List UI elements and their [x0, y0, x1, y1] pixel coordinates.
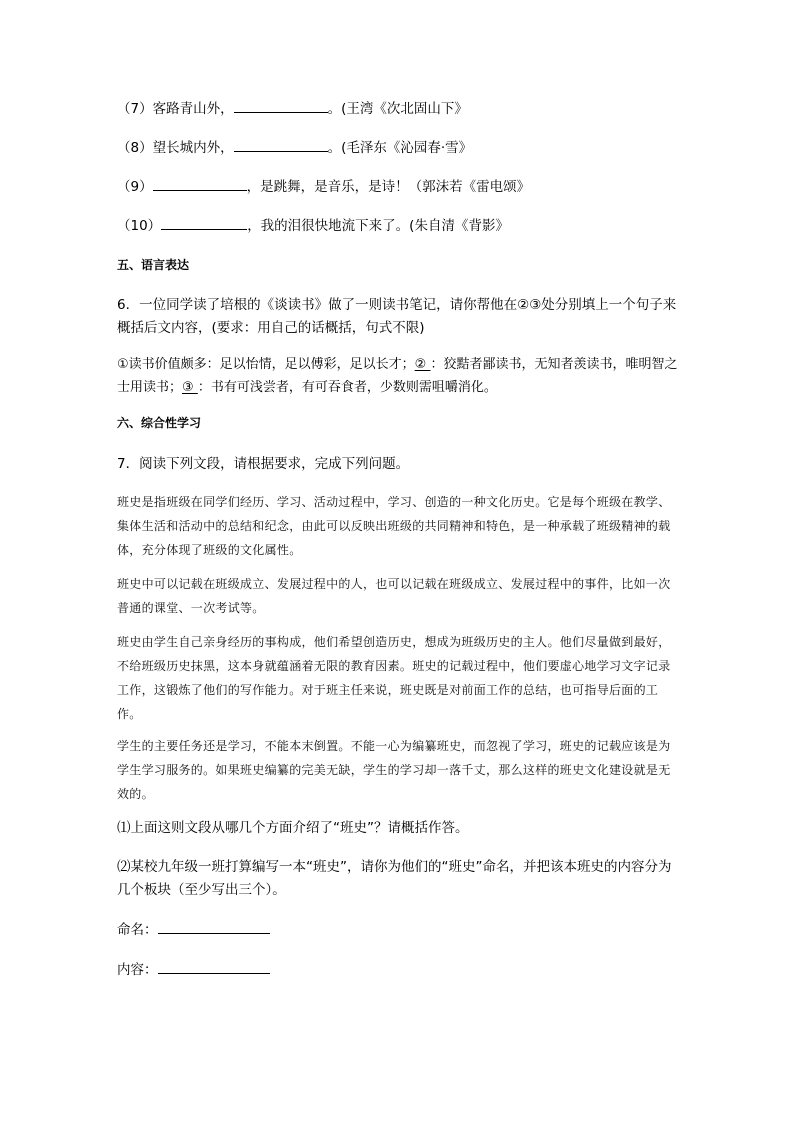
- answer-blank[interactable]: [161, 214, 247, 230]
- question-7-intro: 7．阅读下列文段，请根据要求，完成下列问题。: [117, 456, 410, 472]
- note-blank-3[interactable]: ③: [182, 380, 198, 395]
- sub-question-1: ⑴上面这则文段从哪几个方面介绍了“班史”？请概括作答。: [117, 820, 469, 836]
- note-blank-2[interactable]: ②: [414, 357, 431, 372]
- sub-question-2: ⑵某校九年级一班打算编写一本“班史”，请你为他们的“班史”命名，并把该本班史的内容分为几个板块（至少写出三个）。: [117, 859, 672, 898]
- content-label: 内容：: [117, 962, 158, 978]
- fill-item-prefix: （9）: [117, 179, 153, 195]
- passage-paragraph: 学生的主要任务还是学习，不能本末倒置。不能一心为编纂班史，而忽视了学习，班史的记载应该是为学生学习服务的。如果班史编纂的完美无缺，学生的学习却一落千丈，那么这样的班史文化建设就是无效的。: [117, 739, 671, 801]
- fill-item-prefix: （7）客路青山外，: [117, 101, 234, 117]
- answer-blank[interactable]: [234, 97, 328, 113]
- fill-item-suffix: 。(王湾《次北固山下》: [327, 101, 468, 117]
- fill-item-9: [117, 175, 530, 197]
- content-answer-line: [117, 958, 270, 980]
- fill-item-7: [117, 97, 468, 119]
- answer-blank[interactable]: [234, 136, 328, 152]
- passage-paragraph: 班史由学生自己亲身经历的事构成，他们希望创造历史，想成为班级历史的主人。他们尽量做到最好，不给班级历史抹黑，这本身就蕴涵着无限的教育因素。班史的记载过程中，他们要虚心地学习文字记录工作，这锻炼了他们的写作能力。对于班主任来说，班史既是对前面工作的总结，也可指导后面的工作。: [117, 635, 671, 721]
- fill-item-suffix: ，我的泪很快地流下来了。(朱自清《背影》: [247, 218, 509, 234]
- fill-item-prefix: （10）: [117, 218, 162, 234]
- name-answer-line: [117, 918, 270, 940]
- fill-item-8: [117, 136, 472, 158]
- question-6: 6．一位同学读了培根的《谈读书》做了一则读书笔记，请你帮他在②③处分别填上一个句子来概括后文内容，(要求：用自己的话概括，句式不限): [117, 297, 677, 336]
- answer-blank[interactable]: [153, 175, 247, 191]
- section-heading-comprehensive: 六、综合性学习: [117, 416, 202, 430]
- fill-item-suffix: 。(毛泽东《沁园春·雪》: [327, 140, 473, 156]
- note-part-2: ：狡黠者鄙读书，无知者羡读书，唯明智之士用读书；: [117, 357, 678, 395]
- passage-paragraph: 班史中可以记载在班级成立、发展过程中的人，也可以记载在班级成立、发展过程中的事件，比如一次普通的课堂、一次考试等。: [117, 577, 671, 615]
- reading-note: [117, 353, 682, 399]
- section-heading-language: 五、语言表达: [117, 258, 190, 272]
- name-blank[interactable]: [158, 918, 270, 934]
- fill-item-10: [117, 214, 509, 236]
- fill-item-suffix: ，是跳舞，是音乐，是诗！（郭沫若《雷电颂》: [246, 179, 531, 195]
- name-label: 命名：: [117, 922, 158, 938]
- passage-paragraph: 班史是指班级在同学们经历、学习、活动过程中，学习、创造的一种文化历史。它是每个班级在教学、集体生活和活动中的总结和纪念，由此可以反映出班级的共同精神和特色，是一种承载了班级精神的载体，充分体现了班级的文化属性。: [117, 495, 671, 557]
- fill-item-prefix: （8）望长城内外，: [117, 140, 234, 156]
- content-blank[interactable]: [158, 958, 270, 974]
- note-part-3: ：书有可浅尝者，有可吞食者，少数则需咀嚼消化。: [197, 380, 497, 395]
- note-part-1: ①读书价值颇多：足以怡情，足以傅彩，足以长才；: [117, 357, 415, 372]
